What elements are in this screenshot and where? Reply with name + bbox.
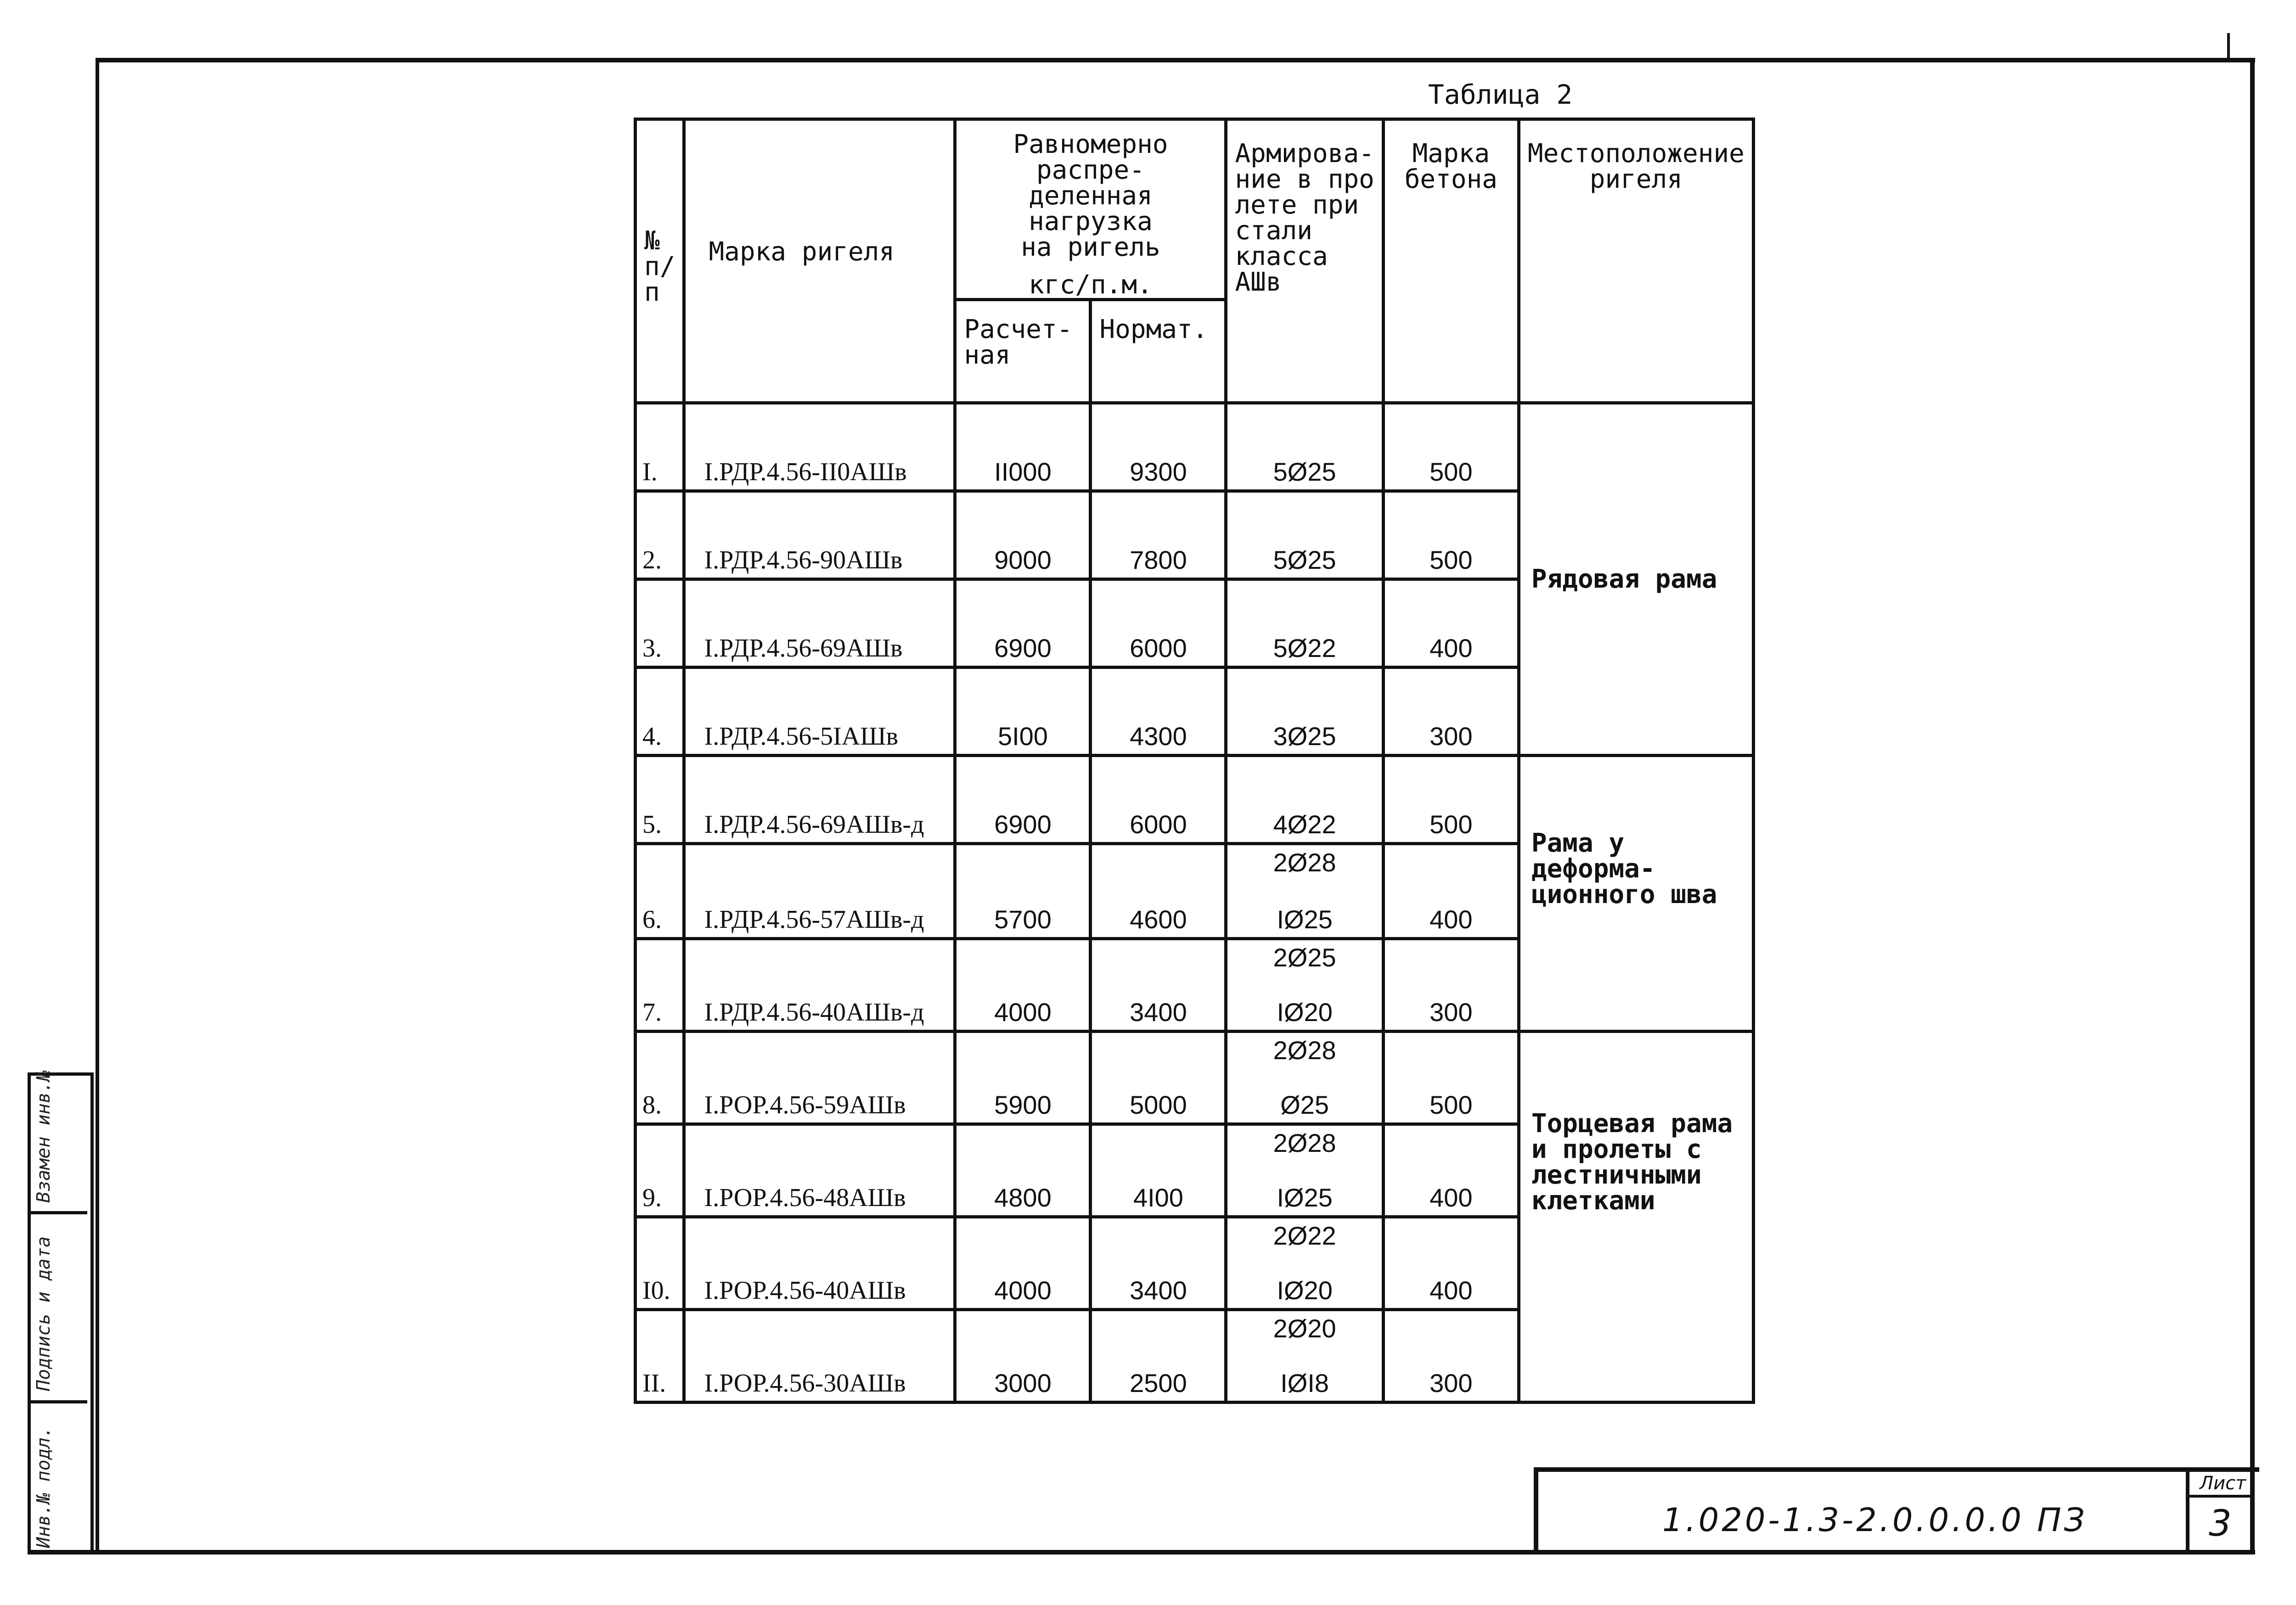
row-9-num: 9. — [636, 1124, 684, 1217]
row-3-num: 3. — [636, 579, 684, 668]
title-block-divider — [2186, 1467, 2189, 1550]
row-6-reinf — [1226, 844, 1383, 939]
row-9-reinf-top: 2Ø28 — [1273, 1128, 1336, 1157]
row-7-reinf — [1226, 939, 1383, 1032]
frame-left-border — [96, 58, 99, 1554]
frame-corner-tick — [2227, 33, 2230, 61]
side-stamp-divider-1 — [28, 1211, 87, 1214]
row-7-reinf-top: 2Ø25 — [1273, 943, 1336, 972]
row-11-norm: 2500 — [1091, 1310, 1226, 1403]
row-2-num: 2. — [636, 491, 684, 579]
row-11-reinf — [1226, 1310, 1383, 1403]
row-5-calc: 6900 — [955, 756, 1091, 844]
header-location-line1: Местоположение — [1527, 139, 1745, 168]
row-8-reinf-top: 2Ø28 — [1273, 1036, 1336, 1065]
sheet-box-divider — [2186, 1495, 2255, 1498]
sheet-label: Лист — [2200, 1473, 2246, 1494]
location-end-frame-stairwells — [1519, 1032, 1753, 1403]
header-calc-line1: Расчет- — [964, 314, 1073, 344]
row-4-mark: I.РДР.4.56-5IАШв — [684, 668, 955, 756]
row-5-norm: 6000 — [1091, 756, 1226, 844]
header-reinf-line1: Армирова- — [1235, 139, 1374, 168]
row-8-concrete: 500 — [1383, 1032, 1519, 1124]
header-mark — [684, 119, 955, 403]
row-4-num: 4. — [636, 668, 684, 756]
row-8-norm: 5000 — [1091, 1032, 1226, 1124]
header-load-line1: Равномерно распре- — [1013, 129, 1168, 185]
document-code: 1.020-1.3-2.0.0.0.0 ПЗ — [1662, 1501, 2088, 1539]
row-9-mark: I.РОР.4.56-48АШв — [684, 1124, 955, 1217]
row-2-reinf: 5Ø25 — [1226, 491, 1383, 579]
row-4-reinf: 3Ø25 — [1226, 668, 1383, 756]
frame-right-border — [2250, 58, 2255, 1554]
row-10-reinf-top: 2Ø22 — [1273, 1221, 1336, 1250]
side-stamp-divider-2 — [28, 1400, 87, 1403]
table-caption: Таблица 2 — [1428, 79, 1573, 110]
row-6-reinf-top: 2Ø28 — [1273, 848, 1336, 877]
row-3-reinf: 5Ø22 — [1226, 579, 1383, 668]
row-9-reinf-bottom: IØ25 — [1277, 1183, 1333, 1212]
location-2-line1: Рама у деформа- — [1531, 828, 1655, 884]
row-4-norm: 4300 — [1091, 668, 1226, 756]
row-8-reinf-bottom: Ø25 — [1280, 1090, 1329, 1119]
row-4-concrete: 300 — [1383, 668, 1519, 756]
row-6-reinf-bottom: IØ25 — [1277, 905, 1333, 934]
frame-top-border — [96, 58, 2255, 62]
row-6-mark: I.РДР.4.56-57АШв-д — [684, 844, 955, 939]
row-2-norm: 7800 — [1091, 491, 1226, 579]
row-10-reinf — [1226, 1217, 1383, 1310]
location-2-line2: ционного шва — [1531, 880, 1717, 909]
header-reinf-line3: лете при — [1235, 190, 1359, 220]
row-7-mark: I.РДР.4.56-40АШв-д — [684, 939, 955, 1032]
row-9-concrete: 400 — [1383, 1124, 1519, 1217]
row-11-mark: I.РОР.4.56-30АШв — [684, 1310, 955, 1403]
row-10-calc: 4000 — [955, 1217, 1091, 1310]
row-4-calc: 5I00 — [955, 668, 1091, 756]
location-ordinary-frame — [1519, 403, 1753, 756]
row-8-calc: 5900 — [955, 1032, 1091, 1124]
row-9-reinf — [1226, 1124, 1383, 1217]
row-10-num: I0. — [636, 1217, 684, 1310]
row-7-concrete: 300 — [1383, 939, 1519, 1032]
row-3-calc: 6900 — [955, 579, 1091, 668]
header-num — [636, 119, 684, 403]
row-1-concrete: 500 — [1383, 403, 1519, 491]
row-2-calc: 9000 — [955, 491, 1091, 579]
beam-spec-table — [634, 118, 1755, 1404]
header-mark-text: Марка ригеля — [709, 236, 895, 267]
row-10-reinf-bottom: IØ20 — [1277, 1276, 1333, 1305]
row-2-mark: I.РДР.4.56-90АШв — [684, 491, 955, 579]
side-label-replaces-inv: Взамен инв.№ — [33, 1070, 54, 1203]
row-6-concrete: 400 — [1383, 844, 1519, 939]
row-7-norm: 3400 — [1091, 939, 1226, 1032]
side-label-inv-original: Инв.№ подл. — [33, 1426, 54, 1548]
row-6-calc: 5700 — [955, 844, 1091, 939]
row-1-norm: 9300 — [1091, 403, 1226, 491]
row-3-concrete: 400 — [1383, 579, 1519, 668]
location-expansion-joint-frame — [1519, 756, 1753, 1032]
row-10-mark: I.РОР.4.56-40АШв — [684, 1217, 955, 1310]
header-reinf-line4: стали — [1235, 216, 1313, 246]
header-load-line2: деленная нагрузка — [1029, 181, 1153, 236]
header-num-line1: № — [644, 225, 660, 256]
location-1-line1: Рядовая рама — [1531, 564, 1717, 594]
row-2-concrete: 500 — [1383, 491, 1519, 579]
row-10-norm: 3400 — [1091, 1217, 1226, 1310]
header-num-line3: п — [644, 277, 660, 307]
row-8-num: 8. — [636, 1032, 684, 1124]
row-9-calc: 4800 — [955, 1124, 1091, 1217]
row-6-num: 6. — [636, 844, 684, 939]
row-10-concrete: 400 — [1383, 1217, 1519, 1310]
row-1-mark: I.РДР.4.56-II0АШв — [684, 403, 955, 491]
header-load-group — [955, 119, 1226, 300]
row-5-reinf: 4Ø22 — [1226, 756, 1383, 844]
row-11-calc: 3000 — [955, 1310, 1091, 1403]
location-3-line1: Торцевая рама — [1531, 1109, 1733, 1139]
header-concrete-line2: бетона — [1404, 164, 1498, 194]
row-8-reinf — [1226, 1032, 1383, 1124]
header-reinf-line6: АШв — [1235, 267, 1282, 297]
side-label-signature-date: Подпись и дата — [33, 1236, 54, 1391]
row-11-reinf-bottom: IØI8 — [1280, 1369, 1329, 1397]
row-8-mark: I.РОР.4.56-59АШв — [684, 1032, 955, 1124]
header-load-line4: кгс/п.м. — [1029, 270, 1153, 300]
sheet-number: 3 — [2209, 1503, 2232, 1544]
header-reinf-line5: класса — [1235, 241, 1328, 271]
row-3-mark: I.РДР.4.56-69АШв — [684, 579, 955, 668]
header-concrete-line1: Марка — [1412, 139, 1490, 168]
row-11-concrete: 300 — [1383, 1310, 1519, 1403]
row-7-reinf-bottom: IØ20 — [1277, 998, 1333, 1027]
row-6-norm: 4600 — [1091, 844, 1226, 939]
header-num-line2: п/ — [644, 251, 675, 281]
header-location-line2: ригеля — [1589, 164, 1683, 194]
row-9-norm: 4I00 — [1091, 1124, 1226, 1217]
row-11-reinf-top: 2Ø20 — [1273, 1314, 1336, 1343]
header-location — [1519, 119, 1753, 403]
row-5-num: 5. — [636, 756, 684, 844]
header-load-norm — [1091, 300, 1226, 403]
header-concrete — [1383, 119, 1519, 403]
location-3-line3: лестничными — [1531, 1160, 1702, 1190]
location-3-line4: клетками — [1531, 1186, 1655, 1216]
row-7-calc: 4000 — [955, 939, 1091, 1032]
header-load-line3: на ригель — [1021, 232, 1160, 262]
row-5-mark: I.РДР.4.56-69АШв-д — [684, 756, 955, 844]
header-reinforcement — [1226, 119, 1383, 403]
header-norm-text: Нормат. — [1099, 314, 1208, 344]
row-11-num: II. — [636, 1310, 684, 1403]
header-calc-line2: ная — [964, 340, 1011, 370]
row-1-num: I. — [636, 403, 684, 491]
row-1-reinf: 5Ø25 — [1226, 403, 1383, 491]
row-5-concrete: 500 — [1383, 756, 1519, 844]
header-load-calc — [955, 300, 1091, 403]
row-1-calc: II000 — [955, 403, 1091, 491]
row-7-num: 7. — [636, 939, 684, 1032]
row-3-norm: 6000 — [1091, 579, 1226, 668]
location-3-line2: и пролеты с — [1531, 1134, 1702, 1164]
header-reinf-line2: ние в про — [1235, 164, 1374, 194]
